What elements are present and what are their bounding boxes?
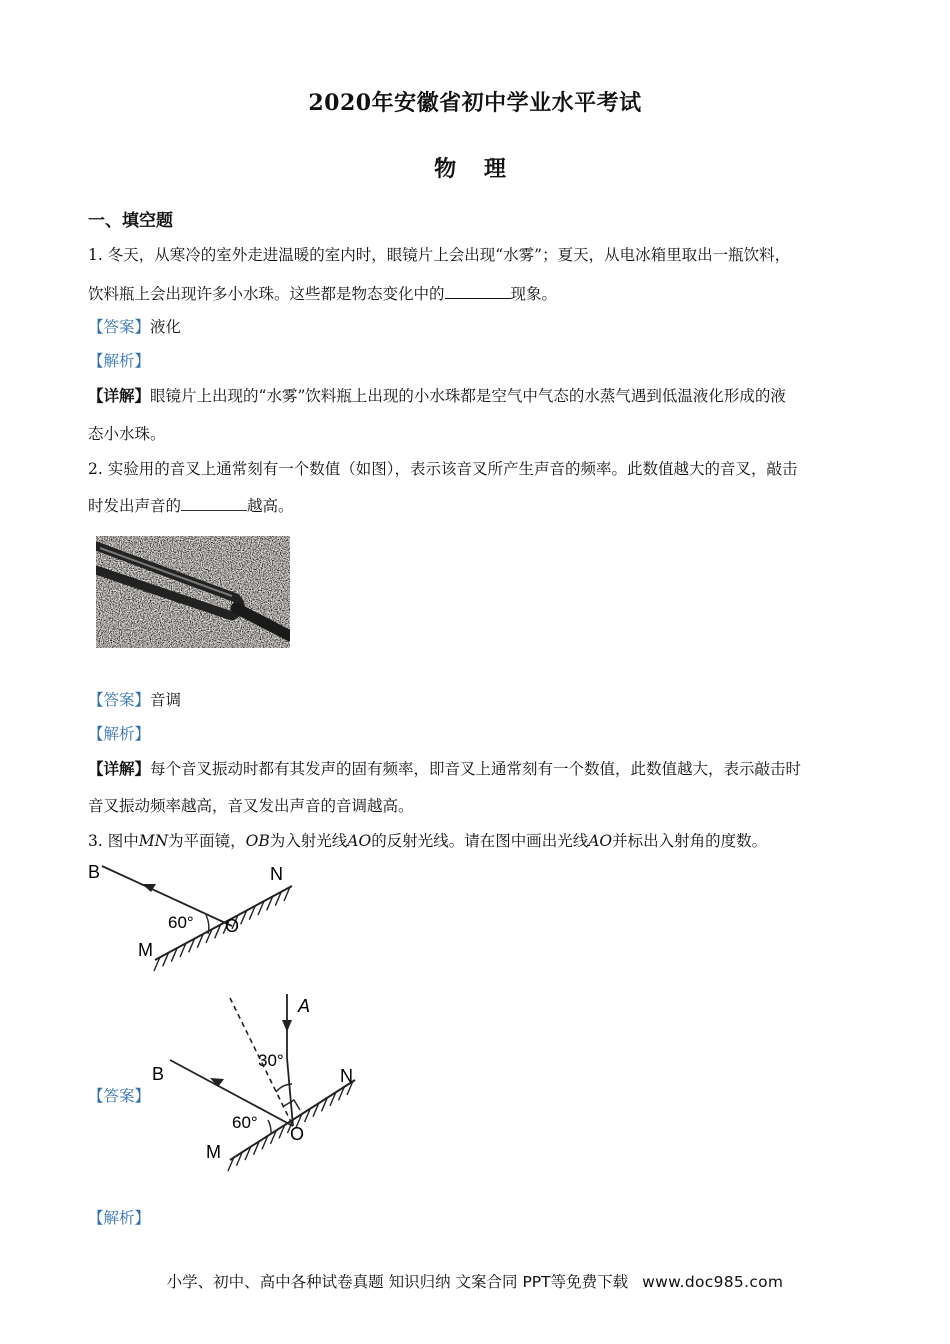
q1-detail-line2: 态小水珠。 [88, 425, 166, 443]
label-b-answer: B [152, 1064, 165, 1084]
q3-answer-figure [150, 990, 370, 1180]
q3-stem-a: 3. 图中 [88, 832, 139, 850]
tuning-fork-photo [96, 536, 290, 648]
label-m-answer: M [206, 1142, 221, 1162]
q3-analysis-tag: 【解析】 [88, 1209, 151, 1227]
footer-url[interactable]: www.doc985.com [642, 1273, 784, 1291]
q2-analysis [88, 722, 150, 744]
q3-analysis [88, 1206, 150, 1228]
q3-figure-mirror [80, 858, 310, 978]
q2-answer-text: 音调 [150, 691, 182, 709]
q2-detail-tag: 【详解】 [88, 759, 151, 778]
q1-detail-text1: 眼镜片上出现的“水雾”饮料瓶上出现的小水珠都是空气中气态的水蒸气遇到低温液化形成的液 [150, 387, 786, 405]
q1-detail-line1 [88, 384, 786, 406]
angle-arc-60 [268, 1120, 271, 1134]
subject-title: 物 理 [434, 156, 516, 182]
q3-stem-ao2: AO [588, 832, 613, 850]
label-n-answer: N [340, 1066, 353, 1086]
q3-stem [88, 829, 767, 851]
exam-title: 2020年安徽省初中学业水平考试 [308, 90, 642, 116]
label-n: N [270, 864, 283, 884]
q1-answer-tag: 【答案】 [88, 318, 151, 336]
q3-stem-ob: OB [245, 832, 270, 850]
q3-answer [88, 1084, 150, 1106]
footer-text: 小学、初中、高中各种试卷真题 知识归纳 文案合同 PPT等免费下载 [166, 1273, 629, 1291]
angle-30: 30° [258, 1051, 284, 1070]
label-m: M [138, 940, 153, 960]
q3-stem-e: 并标出入射角的度数。 [612, 832, 768, 850]
q2-answer [88, 688, 181, 710]
q2-detail-text1: 每个音叉振动时都有其发声的固有频率，即音叉上通常刻有一个数值，此数值越大，表示敲击时 [150, 760, 802, 778]
q1-stem-line2 [88, 282, 557, 304]
q3-stem-c: 为入射光线 [269, 832, 348, 850]
q2-analysis-tag: 【解析】 [88, 725, 151, 743]
angle-60: 60° [168, 913, 194, 932]
reflected-ray-ob [102, 866, 232, 926]
label-o-answer: O [290, 1124, 305, 1144]
q1-answer-blank [445, 284, 511, 299]
q3-stem-d: 的反射光线。请在图中画出光线 [371, 832, 589, 850]
section-heading: 一、填空题 [88, 211, 173, 231]
q1-analysis [88, 349, 150, 371]
q1-answer-text: 液化 [150, 318, 182, 336]
q1-stem-text-a: 饮料瓶上会出现许多小水珠。这些都是物态变化中的 [88, 285, 445, 303]
q2-stem-line2 [88, 494, 294, 516]
q2-stem-text-b: 越高。 [247, 497, 294, 515]
label-b: B [88, 862, 101, 882]
q3-stem-b: 为平面镜， [168, 832, 246, 850]
footer-banner [0, 1270, 950, 1292]
q1-stem-line1: 1. 冬天，从寒冷的室外走进温暖的室内时，眼镜片上会出现“水雾”；夏天，从电冰箱里取出一瓶饮料， [88, 246, 791, 264]
angle-60-answer: 60° [232, 1113, 258, 1132]
q1-answer [88, 315, 181, 337]
q3-answer-tag: 【答案】 [88, 1087, 151, 1105]
q3-stem-ao1: AO [347, 832, 372, 850]
label-a: A [298, 996, 311, 1016]
q2-detail-line1 [88, 757, 801, 779]
q2-stem-line1: 2. 实验用的音叉上通常刻有一个数值（如图），表示该音叉所产生声音的频率。此数值越大的音叉，敲击 [88, 460, 798, 478]
label-o: O [225, 916, 240, 936]
q1-detail-tag: 【详解】 [88, 386, 151, 405]
q2-answer-tag: 【答案】 [88, 691, 151, 709]
q2-detail-line2: 音叉振动频率越高，音叉发出声音的音调越高。 [88, 797, 414, 815]
q1-analysis-tag: 【解析】 [88, 352, 151, 370]
q2-stem-text-a: 时发出声音的 [88, 497, 182, 515]
q2-answer-blank [181, 496, 247, 511]
q3-stem-mn: MN [138, 832, 169, 850]
q1-stem-text-b: 现象。 [510, 285, 558, 303]
